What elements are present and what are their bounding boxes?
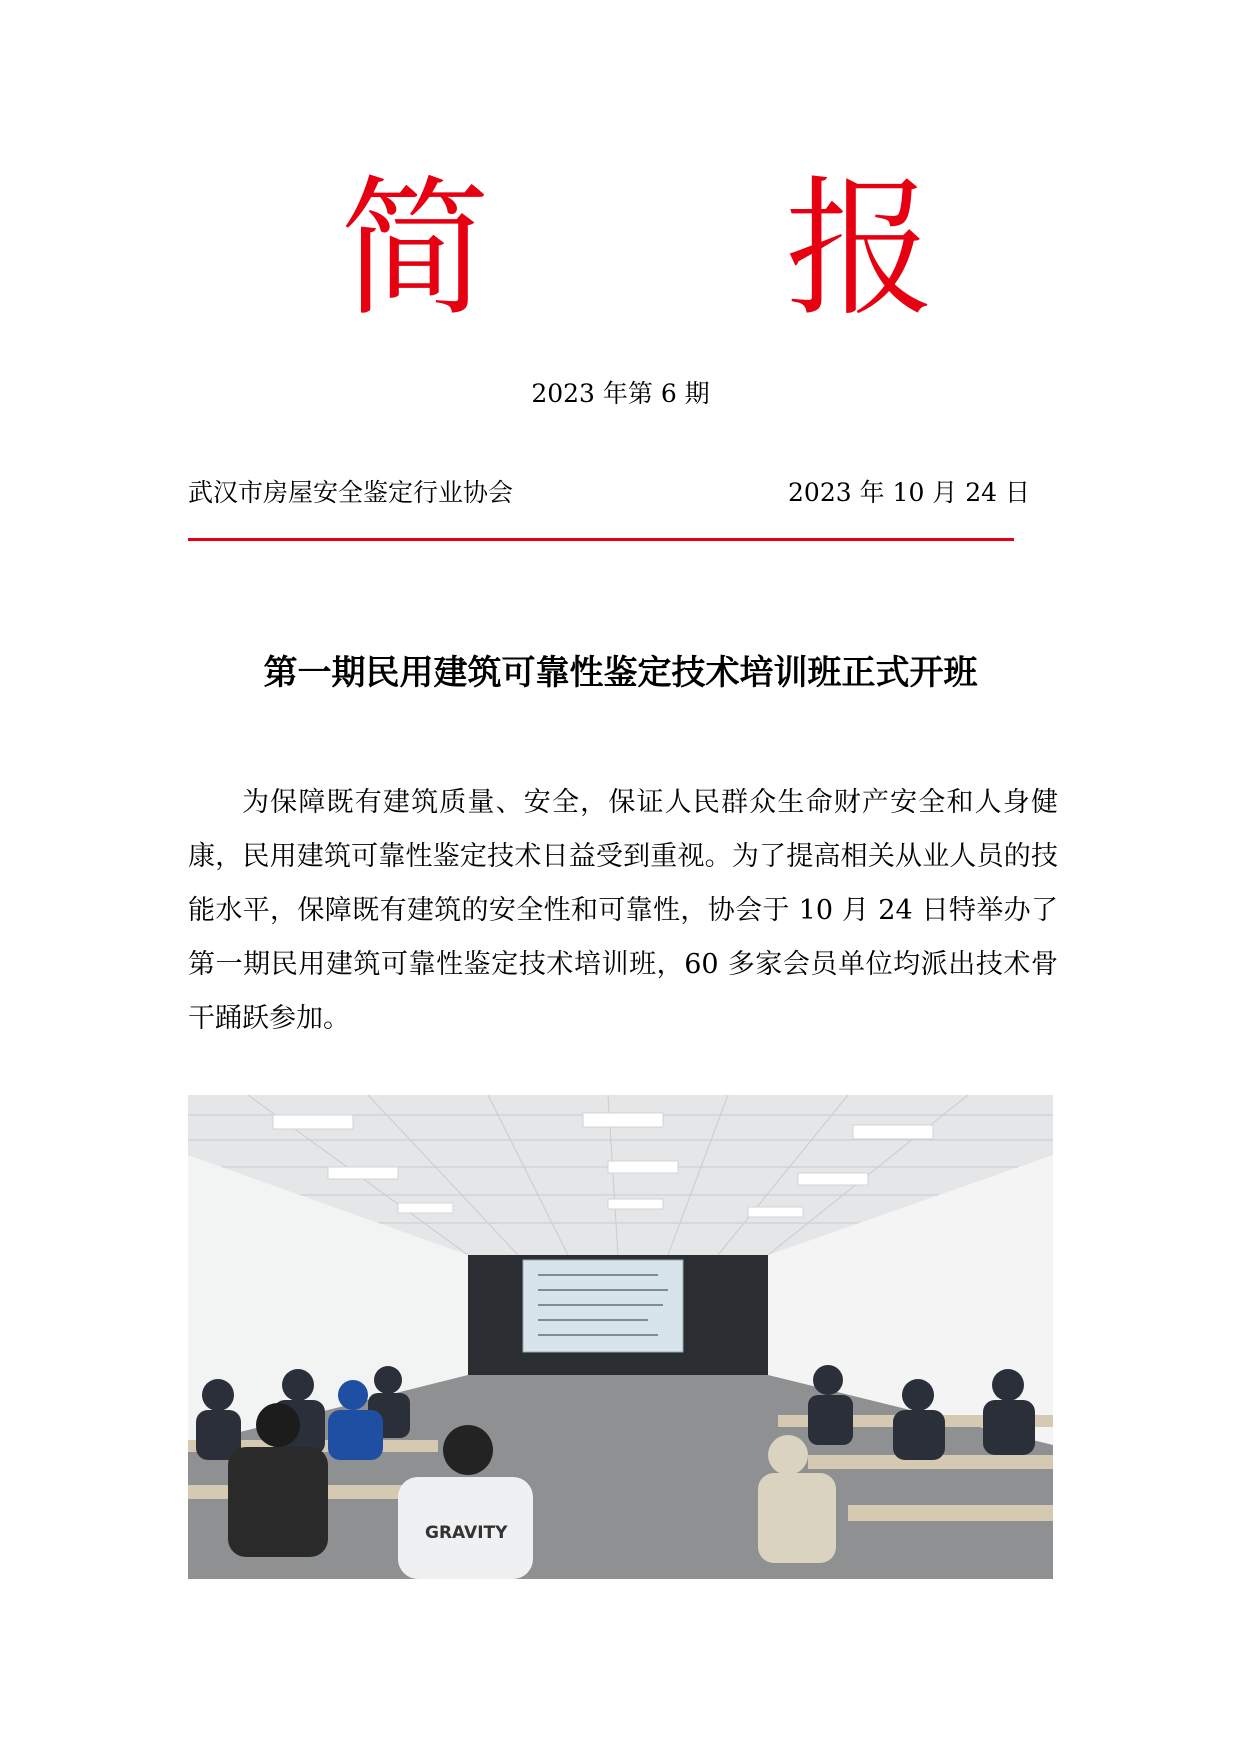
red-divider (188, 538, 1014, 541)
publisher-line (188, 476, 1030, 510)
article-paragraph: 为保障既有建筑质量、安全，保证人民群众生命财产安全和人身健康，民用建筑可靠性鉴定技术日益受到重视。为了提高相关从业人员的技能水平，保障既有建筑的安全性和可靠性，协会于 10 月 24 日特举办了第一期民用建筑可靠性鉴定技术培训班，60 多家会员单位均派出技术骨干踊跃参加。 (188, 787, 1058, 1034)
issue-number: 2023 年第 6 期 (531, 379, 710, 408)
masthead (0, 163, 1241, 340)
masthead-char-2: 报 (785, 163, 936, 337)
training-class-photo (188, 1095, 1053, 1579)
article-title: 第一期民用建筑可靠性鉴定技术培训班正式开班 (263, 653, 978, 693)
publisher-name: 武汉市房屋安全鉴定行业协会 (188, 478, 514, 507)
jacket-print: GRAVITY (425, 1523, 508, 1543)
publish-date: 2023 年 10 月 24 日 (788, 478, 1030, 507)
masthead-char-1: 简 (340, 163, 491, 337)
